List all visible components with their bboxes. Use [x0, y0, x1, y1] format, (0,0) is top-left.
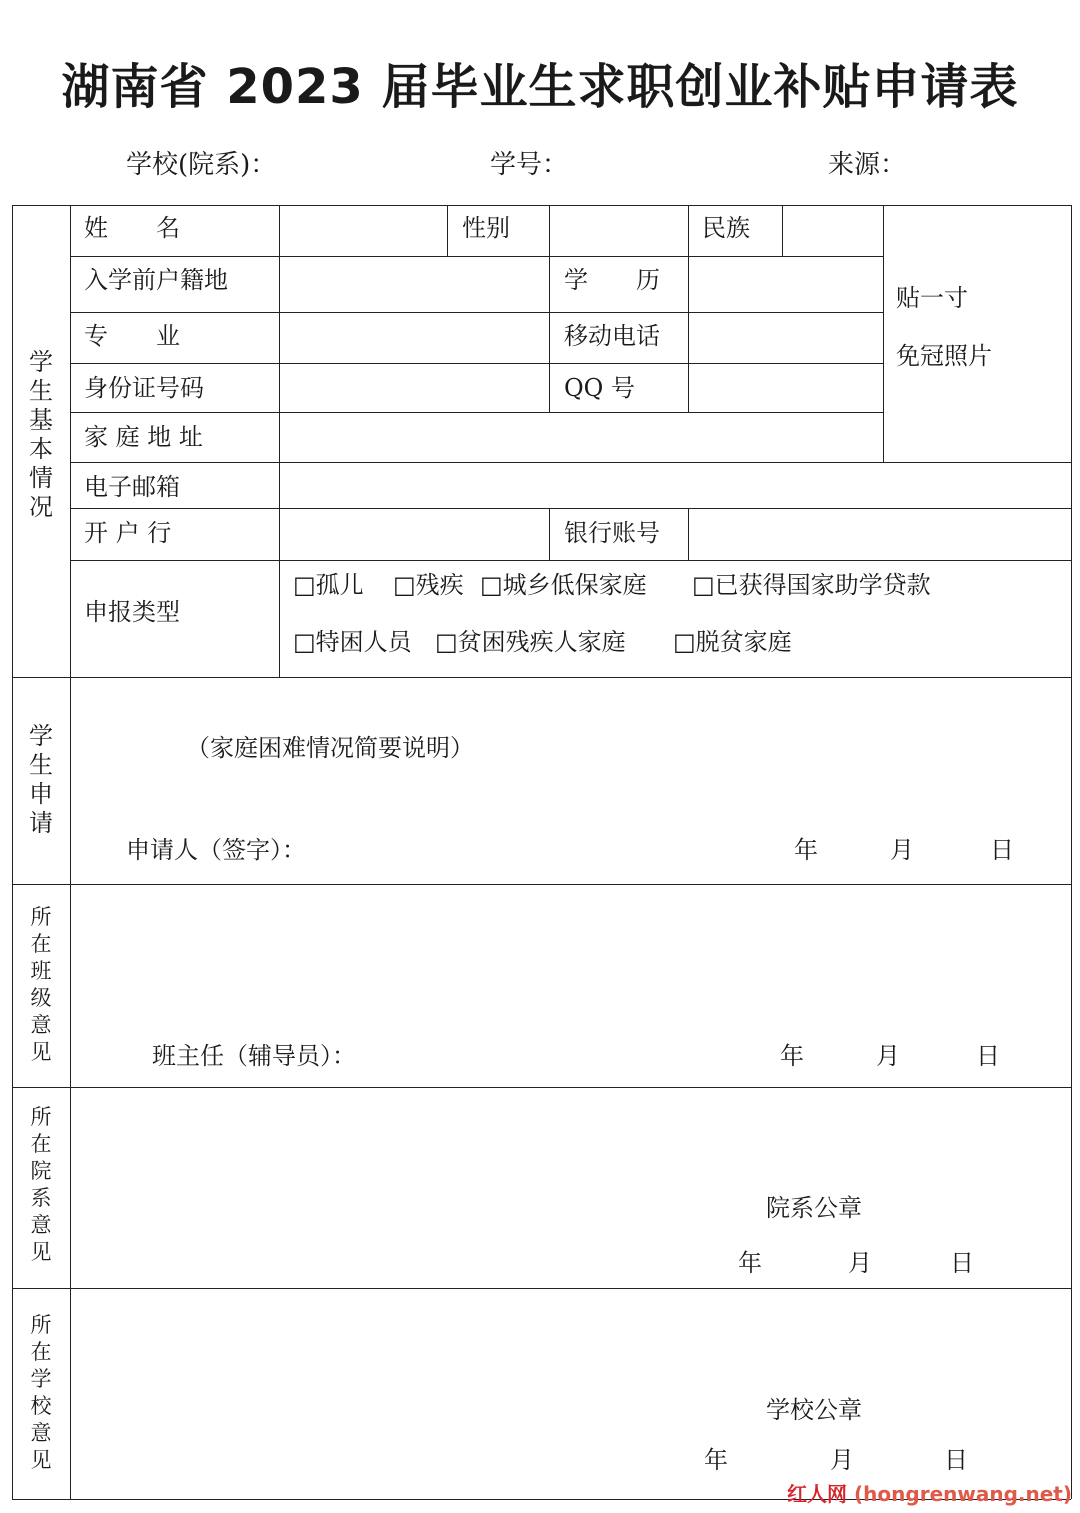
class-month: 月: [876, 1042, 900, 1070]
label-id-number: 身份证号码: [84, 374, 204, 402]
apply-month: 月: [890, 836, 914, 864]
watermark-domain: (hongrenwang.net): [854, 1482, 1072, 1506]
watermark-brand: 红人网: [787, 1482, 848, 1506]
section-label-basic: 学 生 基 本 情 况: [29, 348, 53, 521]
checkbox-low-income[interactable]: □城乡低保家庭: [480, 571, 647, 599]
section-label-student-apply: 学 生 申 请: [29, 722, 53, 837]
label-education: 学 历: [564, 266, 660, 294]
checkbox-extreme-poverty[interactable]: □特困人员: [293, 628, 412, 656]
apply-year: 年: [794, 836, 818, 864]
label-phone: 移动电话: [564, 322, 660, 350]
school-day: 日: [944, 1446, 968, 1474]
section-label-class-opinion: 所 在 班 级 意 见: [30, 905, 52, 1064]
label-name: 姓 名: [84, 214, 180, 242]
label-apply-type: 申报类型: [84, 598, 180, 626]
label-bank: 开 户 行: [84, 519, 172, 547]
photo-placeholder-line1: 贴一寸: [896, 284, 968, 312]
watermark: [787, 1478, 1072, 1507]
checkbox-out-of-poverty[interactable]: □脱贫家庭: [673, 628, 792, 656]
label-major: 专 业: [84, 322, 180, 350]
checkbox-disabled[interactable]: □残疾: [393, 571, 464, 599]
label-email: 电子邮箱: [84, 473, 180, 501]
section-label-dept-opinion: 所 在 院 系 意 见: [30, 1105, 52, 1264]
dept-month: 月: [848, 1249, 872, 1277]
apply-day: 日: [990, 836, 1014, 864]
label-ethnicity: 民族: [702, 214, 750, 242]
photo-placeholder-line2: 免冠照片: [896, 342, 992, 370]
class-day: 日: [976, 1042, 1000, 1070]
school-field-label: 学校(院系)：: [126, 150, 277, 180]
dept-day: 日: [950, 1249, 974, 1277]
school-month: 月: [830, 1446, 854, 1474]
hardship-hint: （家庭困难情况简要说明）: [186, 734, 474, 762]
applicant-signature-label: 申请人（签字）：: [126, 836, 306, 864]
section-label-school-opinion: 所 在 学 校 意 见: [30, 1313, 52, 1472]
checkbox-student-loan[interactable]: □已获得国家助学贷款: [692, 571, 931, 599]
source-label: 来源：: [828, 150, 907, 180]
dept-year: 年: [738, 1249, 762, 1277]
page-title: 湖南省 2023 届毕业生求职创业补贴申请表: [61, 59, 1019, 115]
checkbox-poor-disabled-family[interactable]: □贫困残疾人家庭: [435, 628, 626, 656]
label-gender: 性别: [462, 214, 510, 242]
label-hukou: 入学前户籍地: [84, 266, 228, 294]
dept-seal-label: 院系公章: [766, 1194, 862, 1222]
label-account: 银行账号: [564, 519, 660, 547]
school-year: 年: [704, 1446, 728, 1474]
label-qq: QQ 号: [564, 374, 635, 402]
class-year: 年: [780, 1042, 804, 1070]
student-id-label: 学号：: [490, 150, 569, 180]
checkbox-orphan[interactable]: □孤儿: [293, 571, 364, 599]
class-teacher-label: 班主任（辅导员）：: [152, 1042, 356, 1070]
school-seal-label: 学校公章: [766, 1396, 862, 1424]
label-address: 家 庭 地 址: [84, 423, 203, 451]
